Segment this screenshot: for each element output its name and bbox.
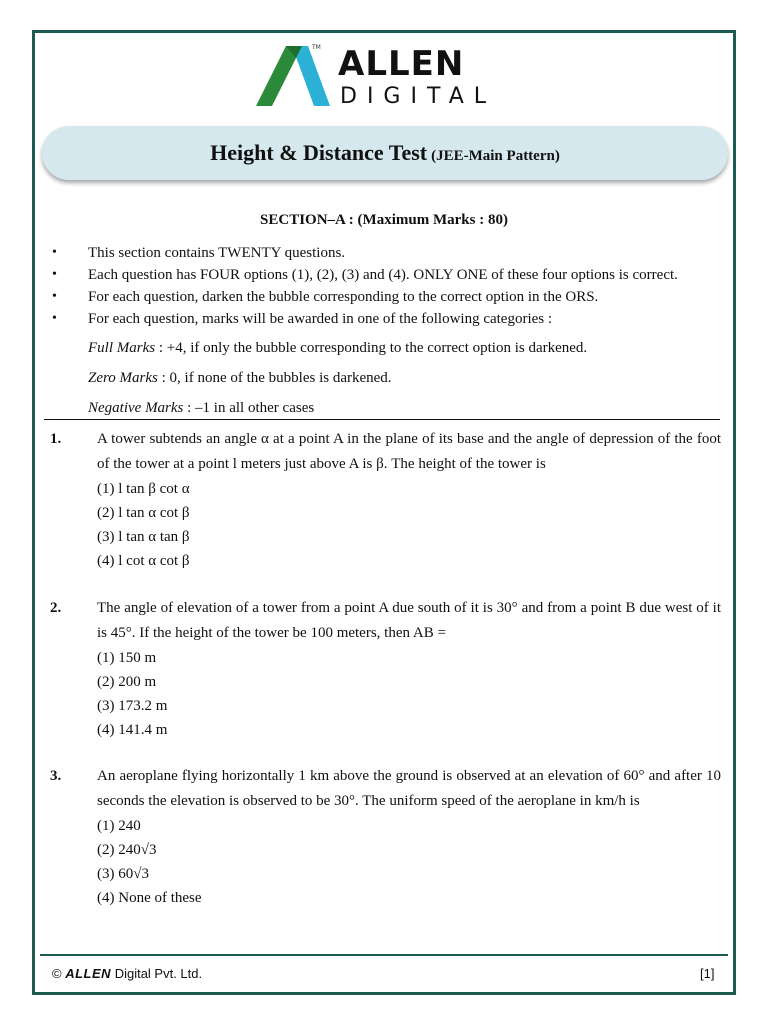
instructions-list	[50, 242, 730, 330]
marking-negative	[88, 398, 728, 418]
marking-label: Zero Marks	[88, 370, 158, 386]
option: (4) l cot α cot β	[97, 553, 190, 569]
option-list	[97, 477, 190, 573]
instruction-item	[50, 242, 730, 264]
question-text: The angle of elevation of a tower from a point A due south of it is 30° and from a point B due west of it is 45°. If the height of the tower be 100 meters, then AB =	[97, 600, 721, 641]
marking-text: : 0, if none of the bubbles is darkened.	[157, 370, 392, 386]
footer-copyright	[52, 966, 202, 981]
test-title: Height & Distance Test	[210, 140, 428, 165]
question-number: 2.	[50, 600, 62, 616]
option: (3) 173.2 m	[97, 698, 168, 714]
option: (3) l tan α tan β	[97, 529, 190, 545]
option: (4) 141.4 m	[97, 722, 168, 738]
marking-full	[88, 338, 728, 358]
marking-label: Negative Marks	[88, 400, 184, 416]
marking-label: Full Marks	[88, 340, 156, 356]
option-list	[97, 646, 167, 742]
footer-brand: ALLEN	[65, 966, 112, 981]
option: (4) None of these	[97, 890, 202, 906]
instruction-text: For each question, darken the bubble corresponding to the correct option in the ORS.	[88, 289, 599, 305]
allen-digital-logo	[256, 44, 516, 110]
question-number: 1.	[50, 431, 62, 447]
option: (1) l tan β cot α	[97, 481, 190, 497]
option: (2) 200 m	[97, 674, 157, 690]
instruction-text: This section contains TWENTY questions.	[88, 245, 346, 261]
logo-subtitle: DIGITAL	[340, 84, 497, 109]
marking-text: : –1 in all other cases	[183, 400, 315, 416]
option-list	[97, 814, 202, 910]
instruction-item	[50, 264, 730, 286]
option: (1) 240	[97, 818, 141, 834]
option: (1) 150 m	[97, 650, 157, 666]
section-divider	[44, 419, 720, 420]
marking-text: : +4, if only the bubble corresponding to the correct option is darkened.	[155, 340, 588, 356]
copyright-symbol: ©	[52, 966, 62, 981]
question-text: An aeroplane flying horizontally 1 km above the ground is observed at an elevation of 60° and after 10 seconds the elevation is observed to be 30°. The uniform speed of the aeroplane in km/h is	[97, 768, 721, 809]
question-number: 3.	[50, 768, 62, 784]
test-title-banner	[42, 126, 728, 180]
section-heading: SECTION–A : (Maximum Marks : 80)	[260, 212, 508, 228]
trademark-mark: TM	[312, 44, 321, 51]
question-text: A tower subtends an angle α at a point A in the plane of its base and the angle of depression of the foot of the tower at a point l meters just above A is β. The height of the tower is	[97, 431, 721, 472]
marking-zero	[88, 368, 728, 388]
logo-wordmark: ALLEN	[338, 44, 465, 84]
footer-company: Digital Pvt. Ltd.	[114, 966, 203, 981]
option: (2) l tan α cot β	[97, 505, 190, 521]
instruction-text: Each question has FOUR options (1), (2), (3) and (4). ONLY ONE of these four options is correct.	[88, 267, 678, 283]
footer-divider	[40, 954, 728, 956]
page-number: [1]	[700, 966, 715, 981]
instruction-item	[50, 308, 730, 330]
test-pattern: (JEE-Main Pattern)	[431, 148, 560, 164]
option: (3) 60√3	[97, 866, 149, 882]
allen-logo-mark-icon	[256, 44, 330, 108]
instruction-text: For each question, marks will be awarded in one of the following categories :	[88, 311, 553, 327]
option: (2) 240√3	[97, 842, 157, 858]
instruction-item	[50, 286, 730, 308]
